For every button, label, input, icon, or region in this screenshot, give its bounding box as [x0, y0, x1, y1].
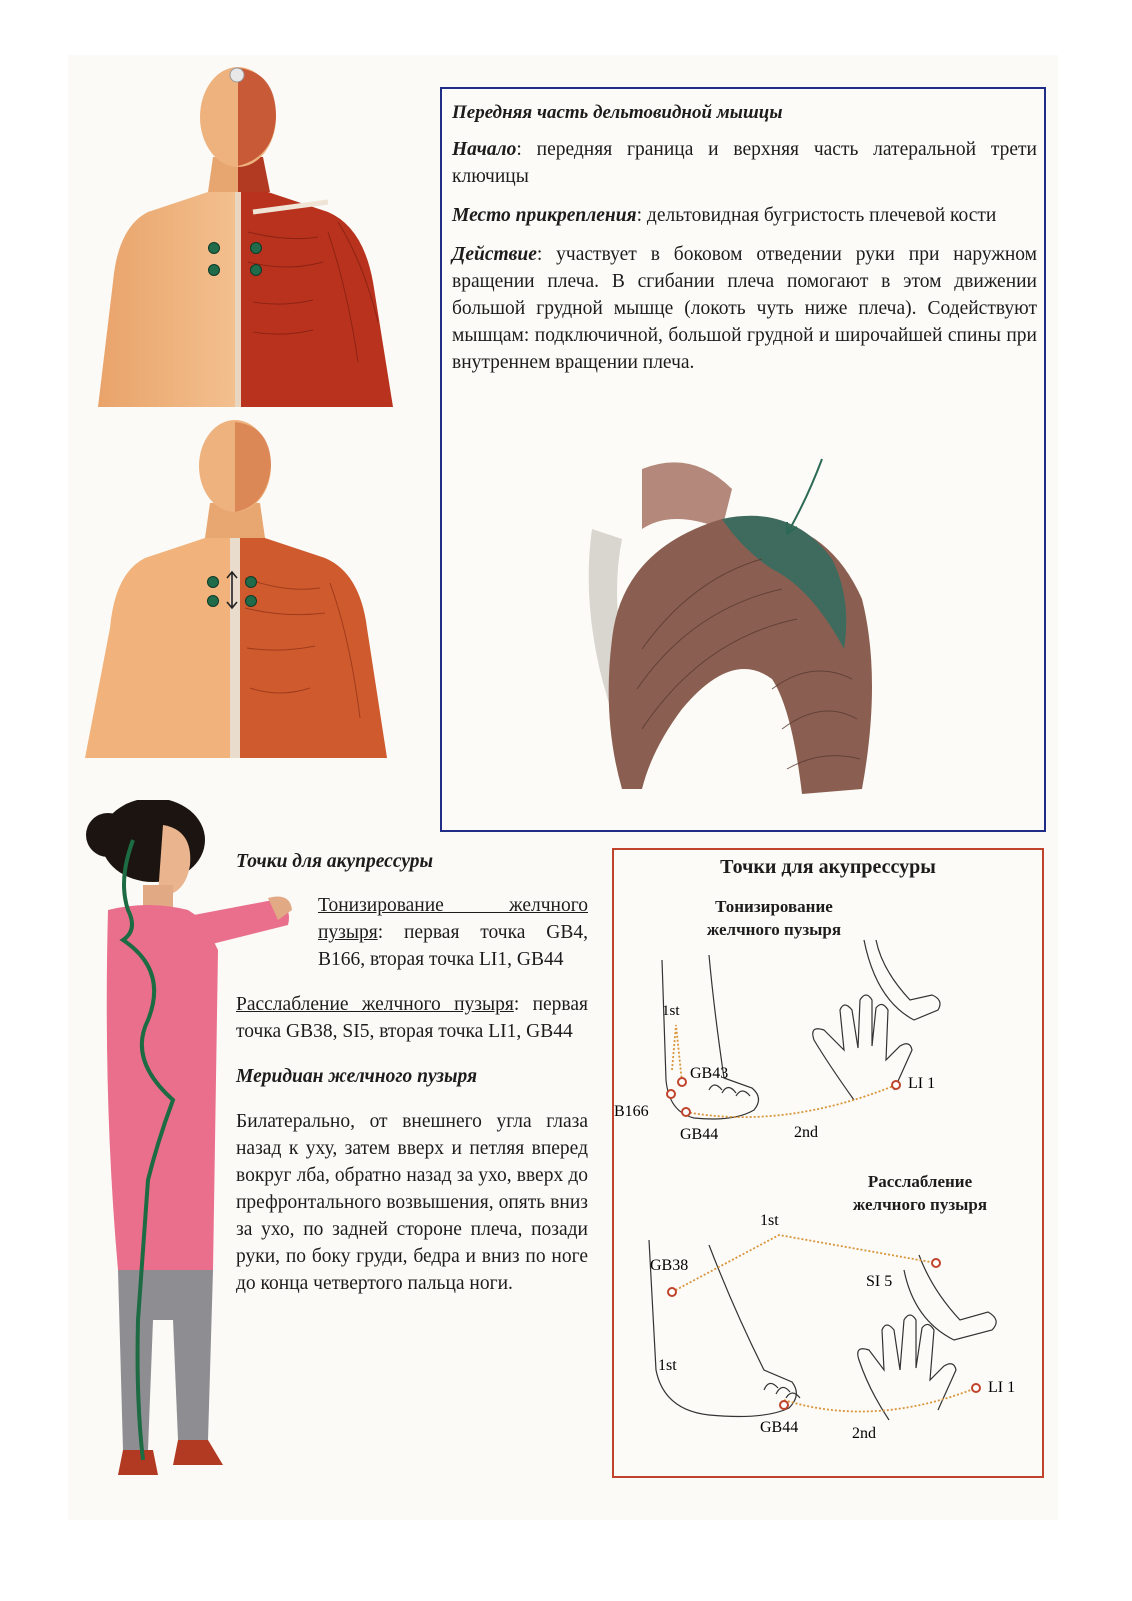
tonify-text: : первая точка GB4, B166, вторая точка LI1, GB44 [318, 922, 588, 970]
tonify-second-path [686, 1085, 896, 1117]
label-first-b: 1st [760, 1212, 779, 1229]
acupressure-diagram-box [612, 848, 1044, 1478]
diagram-title: Точки для акупрессуры [720, 856, 936, 878]
muscle-insertion [452, 202, 1037, 229]
action-text: : участвует в боковом отведении руки при наружном вращении плеча. В сгибании плеча помогают в этом движении большой грудной мышце (локоть чуть ниже плеча). Содействуют мышцам: подключичной, большой грудной и широчайшей спины при внутреннем вращении плеча. [452, 244, 1037, 373]
back-body-illustration [75, 418, 395, 758]
point-b166 [667, 1090, 675, 1098]
label-second-b: 2nd [852, 1425, 876, 1442]
point-gb44-upper [682, 1108, 690, 1116]
sedate-first-path [672, 1235, 936, 1292]
muscle-description [452, 99, 1037, 388]
diagram-tonify-title-line-2: желчного пузыря [706, 920, 842, 939]
action-label: Действие [452, 244, 537, 265]
muscle-action [452, 241, 1037, 376]
origin-label: Начало [452, 139, 517, 160]
muscle-origin [452, 136, 1037, 190]
sedate-text: : первая точка GB38, SI5, вторая точка LI1, GB44 [236, 994, 588, 1042]
label-first-c: 1st [658, 1357, 677, 1374]
tonify-paragraph [318, 892, 588, 973]
sedate-second-path [784, 1388, 976, 1412]
tonify-first-path [672, 1025, 682, 1082]
origin-text: : передняя граница и верхняя часть латеральной трети ключицы [452, 139, 1037, 187]
diagram-tonify-title-line-1: Тонизирование [715, 897, 833, 916]
label-si5: SI 5 [866, 1273, 893, 1290]
point-gb44-lower [780, 1401, 788, 1409]
front-body-illustration [88, 62, 408, 407]
point-li1-lower [972, 1384, 980, 1392]
meridian-text: Билатерально, от внешнего угла глаза назад к уху, затем вверх и петляя вперед вокруг лба, обратно назад за ухо, вверх до префронтального возвышения, опять вниз за ухо, по задней стороне плеча, позади руки, по боку груди, бедра и вниз по ноге до конца четвертого пальца ноги. [236, 1111, 588, 1294]
label-b166: B166 [614, 1103, 649, 1120]
point-li1-upper [892, 1081, 900, 1089]
insertion-text: : дельтовидная бугристость плечевой кости [636, 205, 997, 226]
meridian-heading: Меридиан желчного пузыря [236, 1066, 478, 1087]
point-si5 [932, 1259, 940, 1267]
label-gb43: GB43 [690, 1065, 729, 1082]
muscle-info-box [440, 87, 1046, 832]
insertion-label: Место прикрепления [452, 205, 637, 226]
point-gb43 [678, 1078, 686, 1086]
point-gb38 [668, 1288, 676, 1296]
label-gb44-b: GB44 [760, 1419, 799, 1436]
acupressure-points-diagram [614, 850, 1042, 1476]
tonify-label: Тонизирование желчного пузыря [318, 895, 588, 943]
label-li1-a: LI 1 [908, 1075, 936, 1092]
diagram-sedate-title-line-2: желчного пузыря [852, 1195, 988, 1214]
shoulder-muscle-illustration [582, 449, 882, 809]
muscle-title: Передняя часть дельтовидной мышцы [452, 102, 783, 123]
sedate-label: Расслабление желчного пузыря [236, 994, 514, 1015]
sedate-paragraph [236, 991, 588, 1045]
label-gb44-a: GB44 [680, 1126, 719, 1143]
label-second-a: 2nd [794, 1124, 818, 1141]
acupressure-text-column [236, 848, 588, 1297]
label-gb38: GB38 [650, 1257, 689, 1274]
diagram-sedate-title-line-1: Расслабление [867, 1172, 973, 1191]
acupressure-heading: Точки для акупрессуры [236, 851, 434, 872]
label-first-a: 1st [662, 1003, 680, 1019]
label-li1-b: LI 1 [988, 1379, 1016, 1396]
